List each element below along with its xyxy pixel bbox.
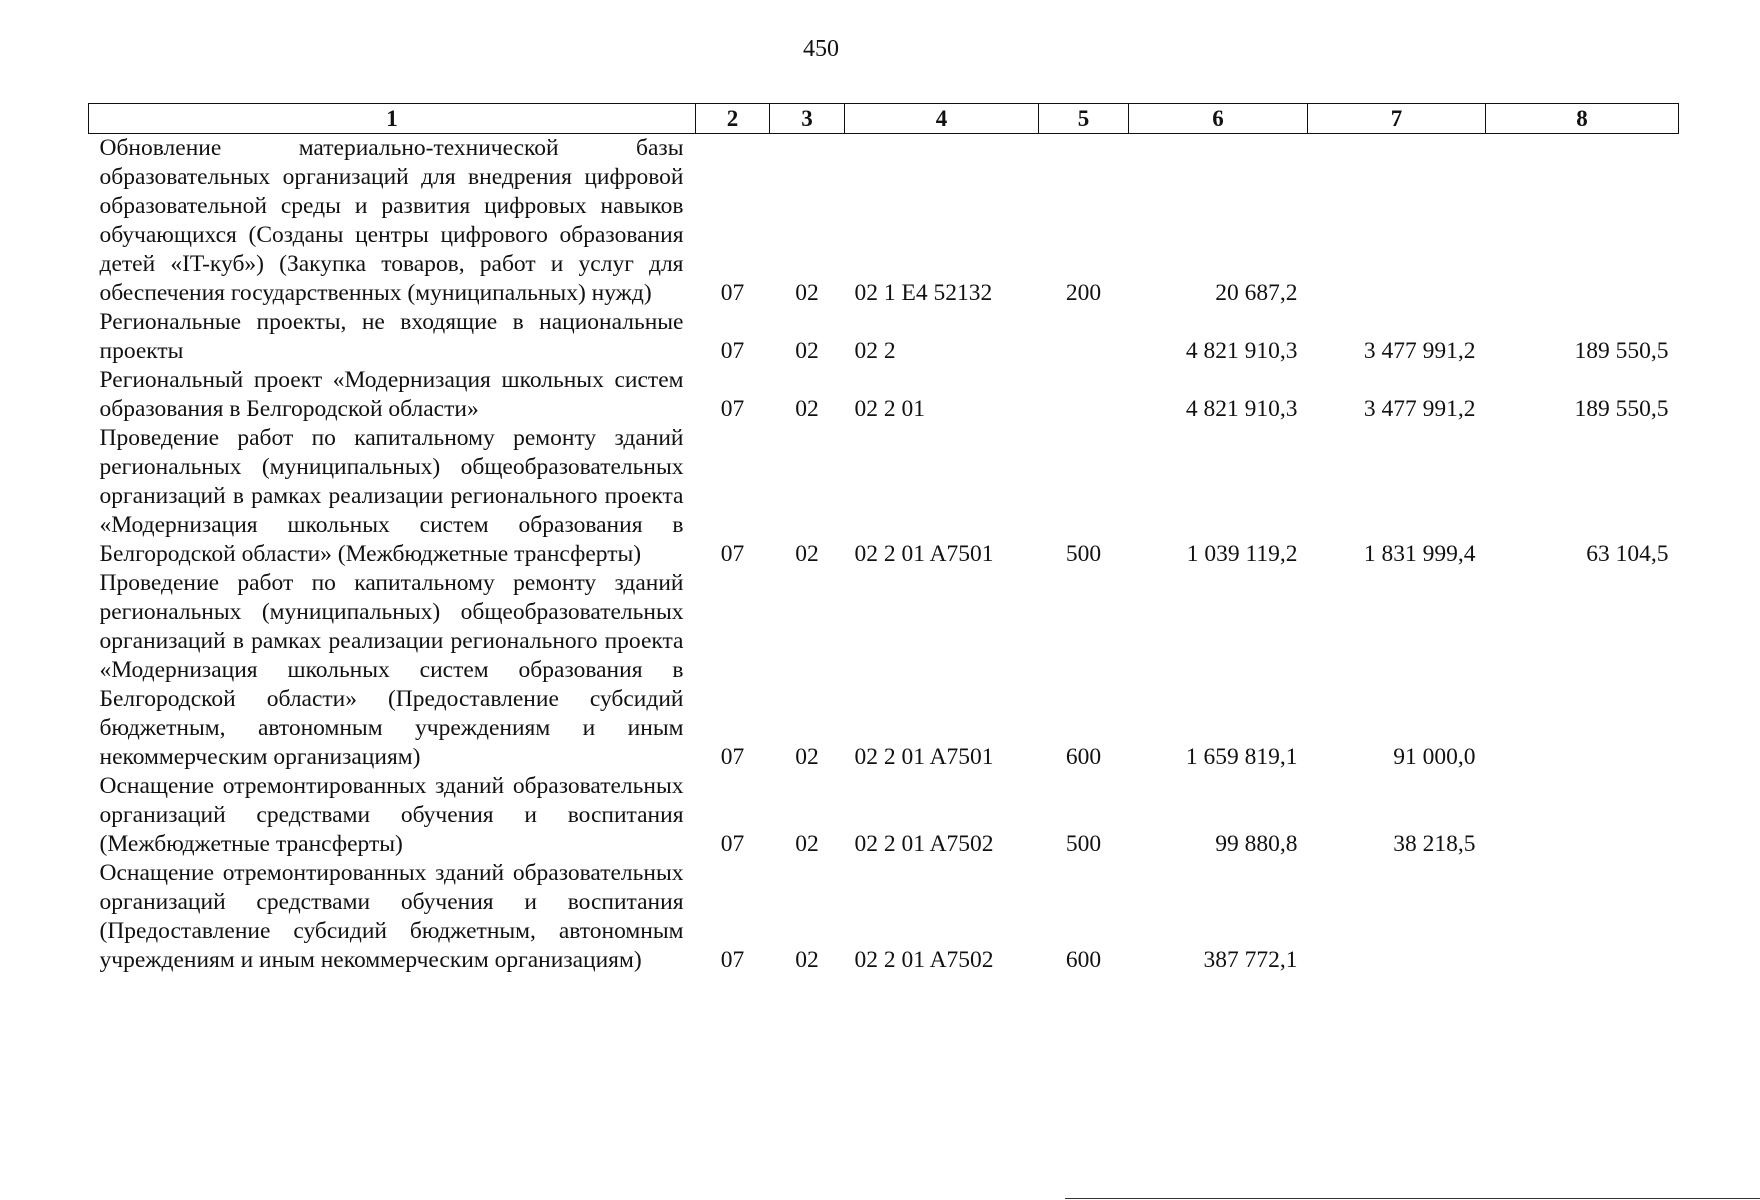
- amount-col6: 99 880,8: [1215, 831, 1298, 857]
- amount-col7: 38 218,5: [1393, 831, 1476, 857]
- section-code: 07: [720, 396, 745, 422]
- amount-col7: 3 477 991,2: [1363, 396, 1476, 422]
- section-code: 07: [720, 280, 745, 306]
- table-row: [89, 859, 1679, 975]
- amount-col6: 4 821 910,3: [1185, 396, 1298, 422]
- table-header-row: [89, 104, 1679, 134]
- subsection-code: 02: [795, 280, 819, 306]
- expense-type-code: 500: [1065, 541, 1102, 567]
- target-article-code: 02 2: [854, 338, 896, 364]
- row-description: Проведение работ по капитальному ремонту зданий региональных (муниципальных) общеобразовательных организаций в рамках реализации регионального проекта «Модернизация школьных систем образования в Белгородской области» (Предоставление субсидий бюджетным, автономным учреждениям и иным некоммерческим организациям): [99, 570, 684, 770]
- subsection-code: 02: [795, 744, 819, 770]
- amount-col6: 1 039 119,2: [1186, 541, 1298, 567]
- section-code: 07: [720, 744, 745, 770]
- table-row: [89, 308, 1679, 366]
- row-description: Региональный проект «Модернизация школьных систем образования в Белгородской области»: [99, 367, 684, 422]
- amount-col7: [1308, 859, 1486, 975]
- target-article-code: 02 2 01 A7501: [854, 541, 994, 567]
- target-article-code: 02 2 01 A7502: [854, 947, 994, 973]
- column-header-7: 7: [1308, 104, 1486, 134]
- table-row: [89, 424, 1679, 569]
- expense-type-code: [1039, 366, 1129, 424]
- amount-col7: 1 831 999,4: [1363, 541, 1476, 567]
- subsection-code: 02: [795, 396, 819, 422]
- section-code: 07: [720, 947, 745, 973]
- target-article-code: 02 2 01 A7502: [854, 831, 994, 857]
- table-row: [89, 569, 1679, 772]
- section-code: 07: [720, 831, 745, 857]
- amount-col8: [1486, 859, 1679, 975]
- amount-col8: [1486, 569, 1679, 772]
- column-header-1: 1: [89, 104, 696, 134]
- expense-type-code: 200: [1065, 280, 1102, 306]
- target-article-code: 02 2 01: [854, 396, 925, 422]
- table-row: [89, 772, 1679, 859]
- column-header-3: 3: [770, 104, 845, 134]
- column-header-6: 6: [1129, 104, 1308, 134]
- row-description: Обновление материально-технической базы образовательных организаций для внедрения цифровой образовательной среды и развития цифровых навыков обучающихся (Созданы центры цифрового образования детей «IT-куб») (Закупка товаров, работ и услуг для обеспечения государственных (муниципальных) нужд): [99, 135, 684, 306]
- table-row: [89, 134, 1679, 309]
- amount-col8: 189 550,5: [1574, 338, 1669, 364]
- amount-col8: 189 550,5: [1574, 396, 1669, 422]
- expense-type-code: 600: [1065, 744, 1102, 770]
- amount-col6: 1 659 819,1: [1185, 744, 1298, 770]
- amount-col8: 63 104,5: [1586, 541, 1669, 567]
- amount-col8: [1486, 134, 1679, 309]
- column-header-2: 2: [696, 104, 770, 134]
- table-row: [89, 366, 1679, 424]
- amount-col8: [1486, 772, 1679, 859]
- column-header-4: 4: [845, 104, 1039, 134]
- row-description: Региональные проекты, не входящие в национальные проекты: [99, 309, 684, 364]
- amount-col7: [1308, 134, 1486, 309]
- subsection-code: 02: [795, 541, 819, 567]
- target-article-code: 02 2 01 A7501: [854, 744, 994, 770]
- expense-type-code: [1039, 308, 1129, 366]
- row-description: Оснащение отремонтированных зданий образовательных организаций средствами обучения и воспитания (Межбюджетные трансферты): [99, 773, 684, 857]
- target-article-code: 02 1 E4 52132: [854, 280, 993, 306]
- amount-col6: 4 821 910,3: [1185, 338, 1298, 364]
- subsection-code: 02: [795, 831, 819, 857]
- section-code: 07: [720, 541, 745, 567]
- expense-type-code: 500: [1065, 831, 1102, 857]
- subsection-code: 02: [795, 338, 819, 364]
- expense-type-code: 600: [1065, 947, 1102, 973]
- row-description: Проведение работ по капитальному ремонту зданий региональных (муниципальных) общеобразовательных организаций в рамках реализации регионального проекта «Модернизация школьных систем образования в Белгородской области» (Межбюджетные трансферты): [99, 425, 684, 567]
- subsection-code: 02: [795, 947, 819, 973]
- amount-col7: 91 000,0: [1393, 744, 1476, 770]
- row-description: Оснащение отремонтированных зданий образовательных организаций средствами обучения и воспитания (Предоставление субсидий бюджетным, автономным учреждениям и иным некоммерческим организациям): [99, 860, 684, 973]
- page-number: 450: [803, 36, 839, 62]
- amount-col7: 3 477 991,2: [1363, 338, 1476, 364]
- amount-col6: 387 772,1: [1203, 947, 1298, 973]
- column-header-5: 5: [1039, 104, 1129, 134]
- budget-table: [88, 103, 1679, 975]
- footer-rule: [1065, 1198, 1760, 1199]
- column-header-8: 8: [1486, 104, 1679, 134]
- amount-col6: 20 687,2: [1215, 280, 1298, 306]
- section-code: 07: [720, 338, 745, 364]
